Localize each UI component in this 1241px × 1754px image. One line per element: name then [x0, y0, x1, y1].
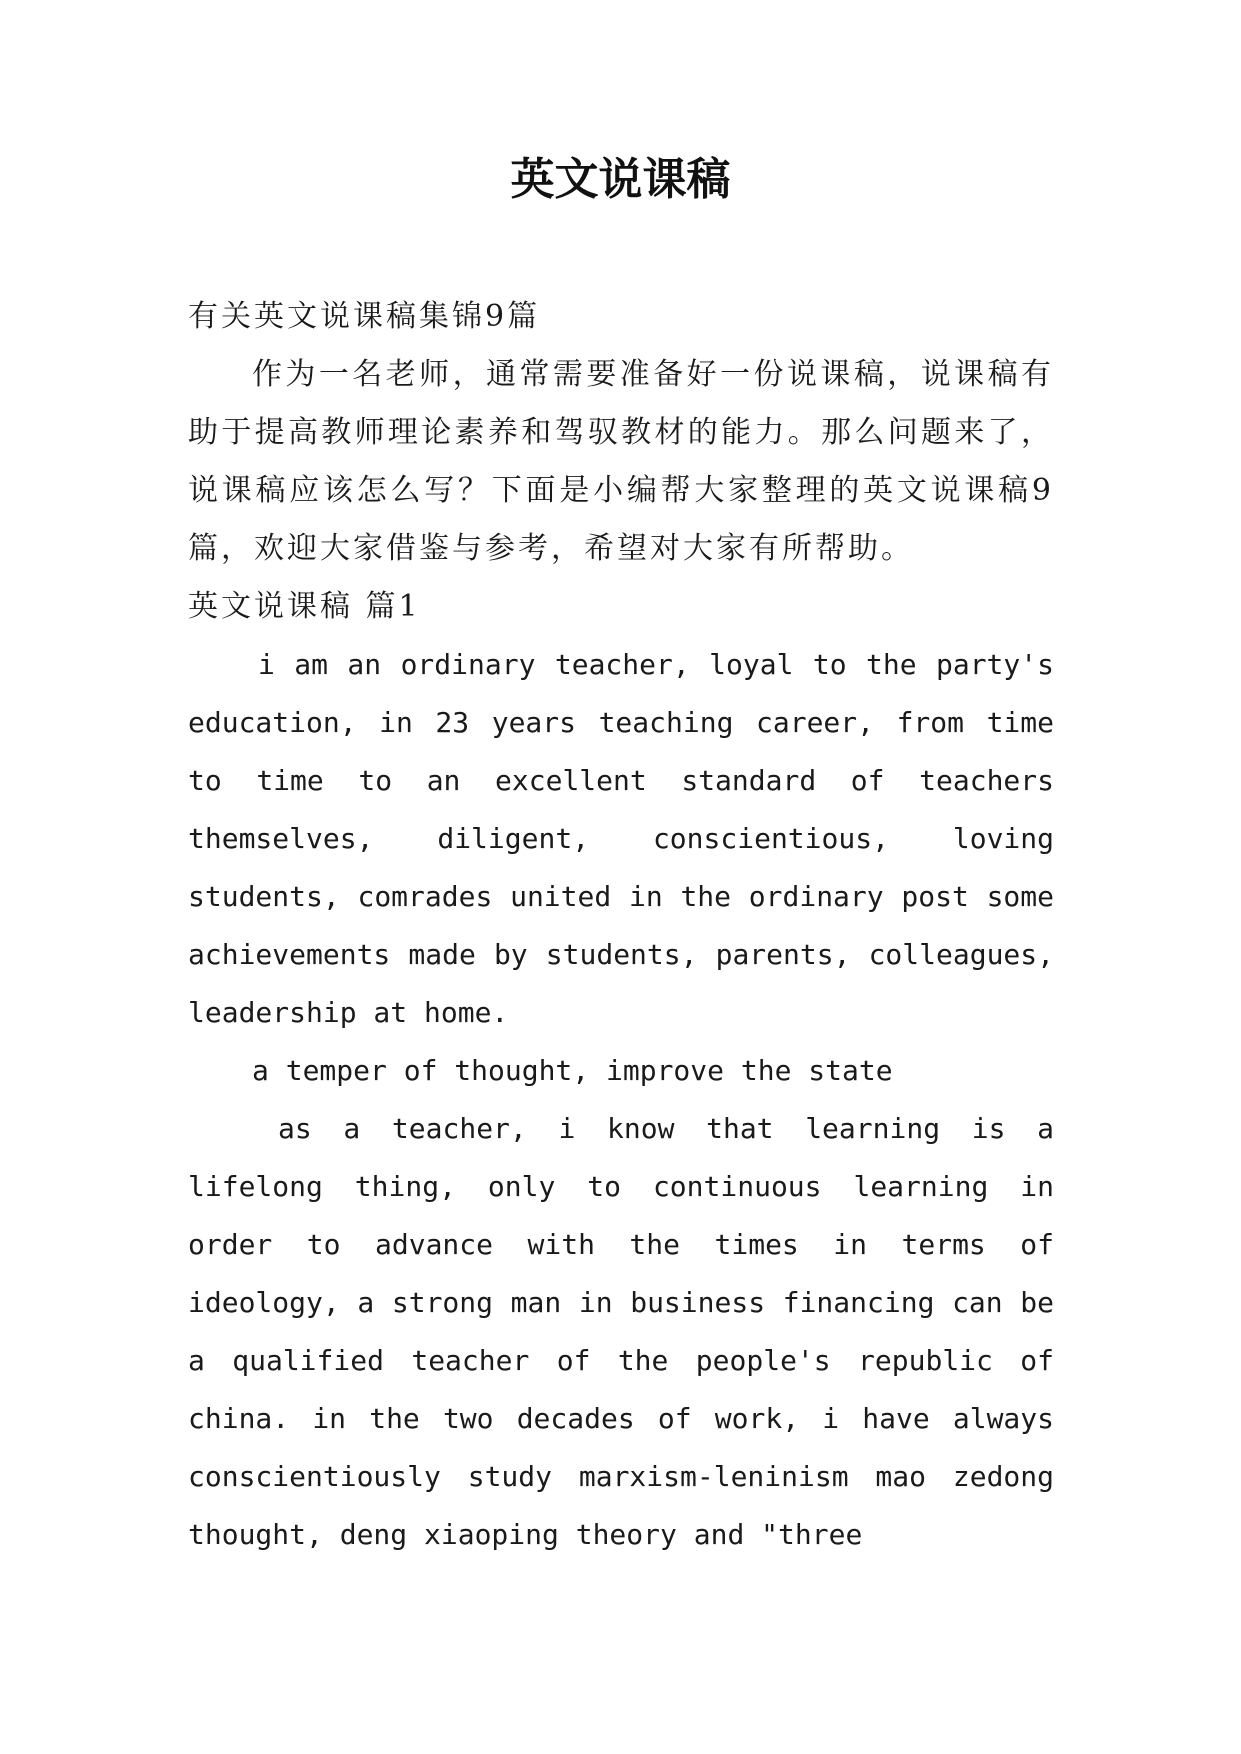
body-paragraph: as a teacher, i know that learning is a lifelong thing, only to continuous learning in order to advance with the times in terms of ideology, a strong man in business financing can be a qualified teacher of the people's republic of china. in the two decades of work, i have always conscientiously study marxism-leninism mao zedong thought, deng xiaoping theory and "three	[188, 1112, 1054, 1551]
body-paragraph: a temper of thought, improve the state	[252, 1054, 893, 1087]
document-body	[188, 288, 1054, 1564]
section-heading: 英文说课稿 篇1	[188, 589, 421, 624]
intro-paragraph: 作为一名老师，通常需要准备好一份说课稿，说课稿有助于提高教师理论素养和驾驭教材的能力。那么问题来了，说课稿应该怎么写？下面是小编帮大家整理的英文说课稿9篇，欢迎大家借鉴与参考，希望对大家有所帮助。	[188, 357, 1054, 566]
body-paragraph: i am an ordinary teacher, loyal to the party's education, in 23 years teaching career, from time to time to an excellent standard of teachers themselves, diligent, conscientious, loving students, comrades united in the ordinary post some achievements made by students, parents, colleagues, leadership at home.	[188, 648, 1054, 1029]
document-title: 英文说课稿	[510, 154, 731, 205]
document-subtitle: 有关英文说课稿集锦9篇	[188, 299, 541, 334]
